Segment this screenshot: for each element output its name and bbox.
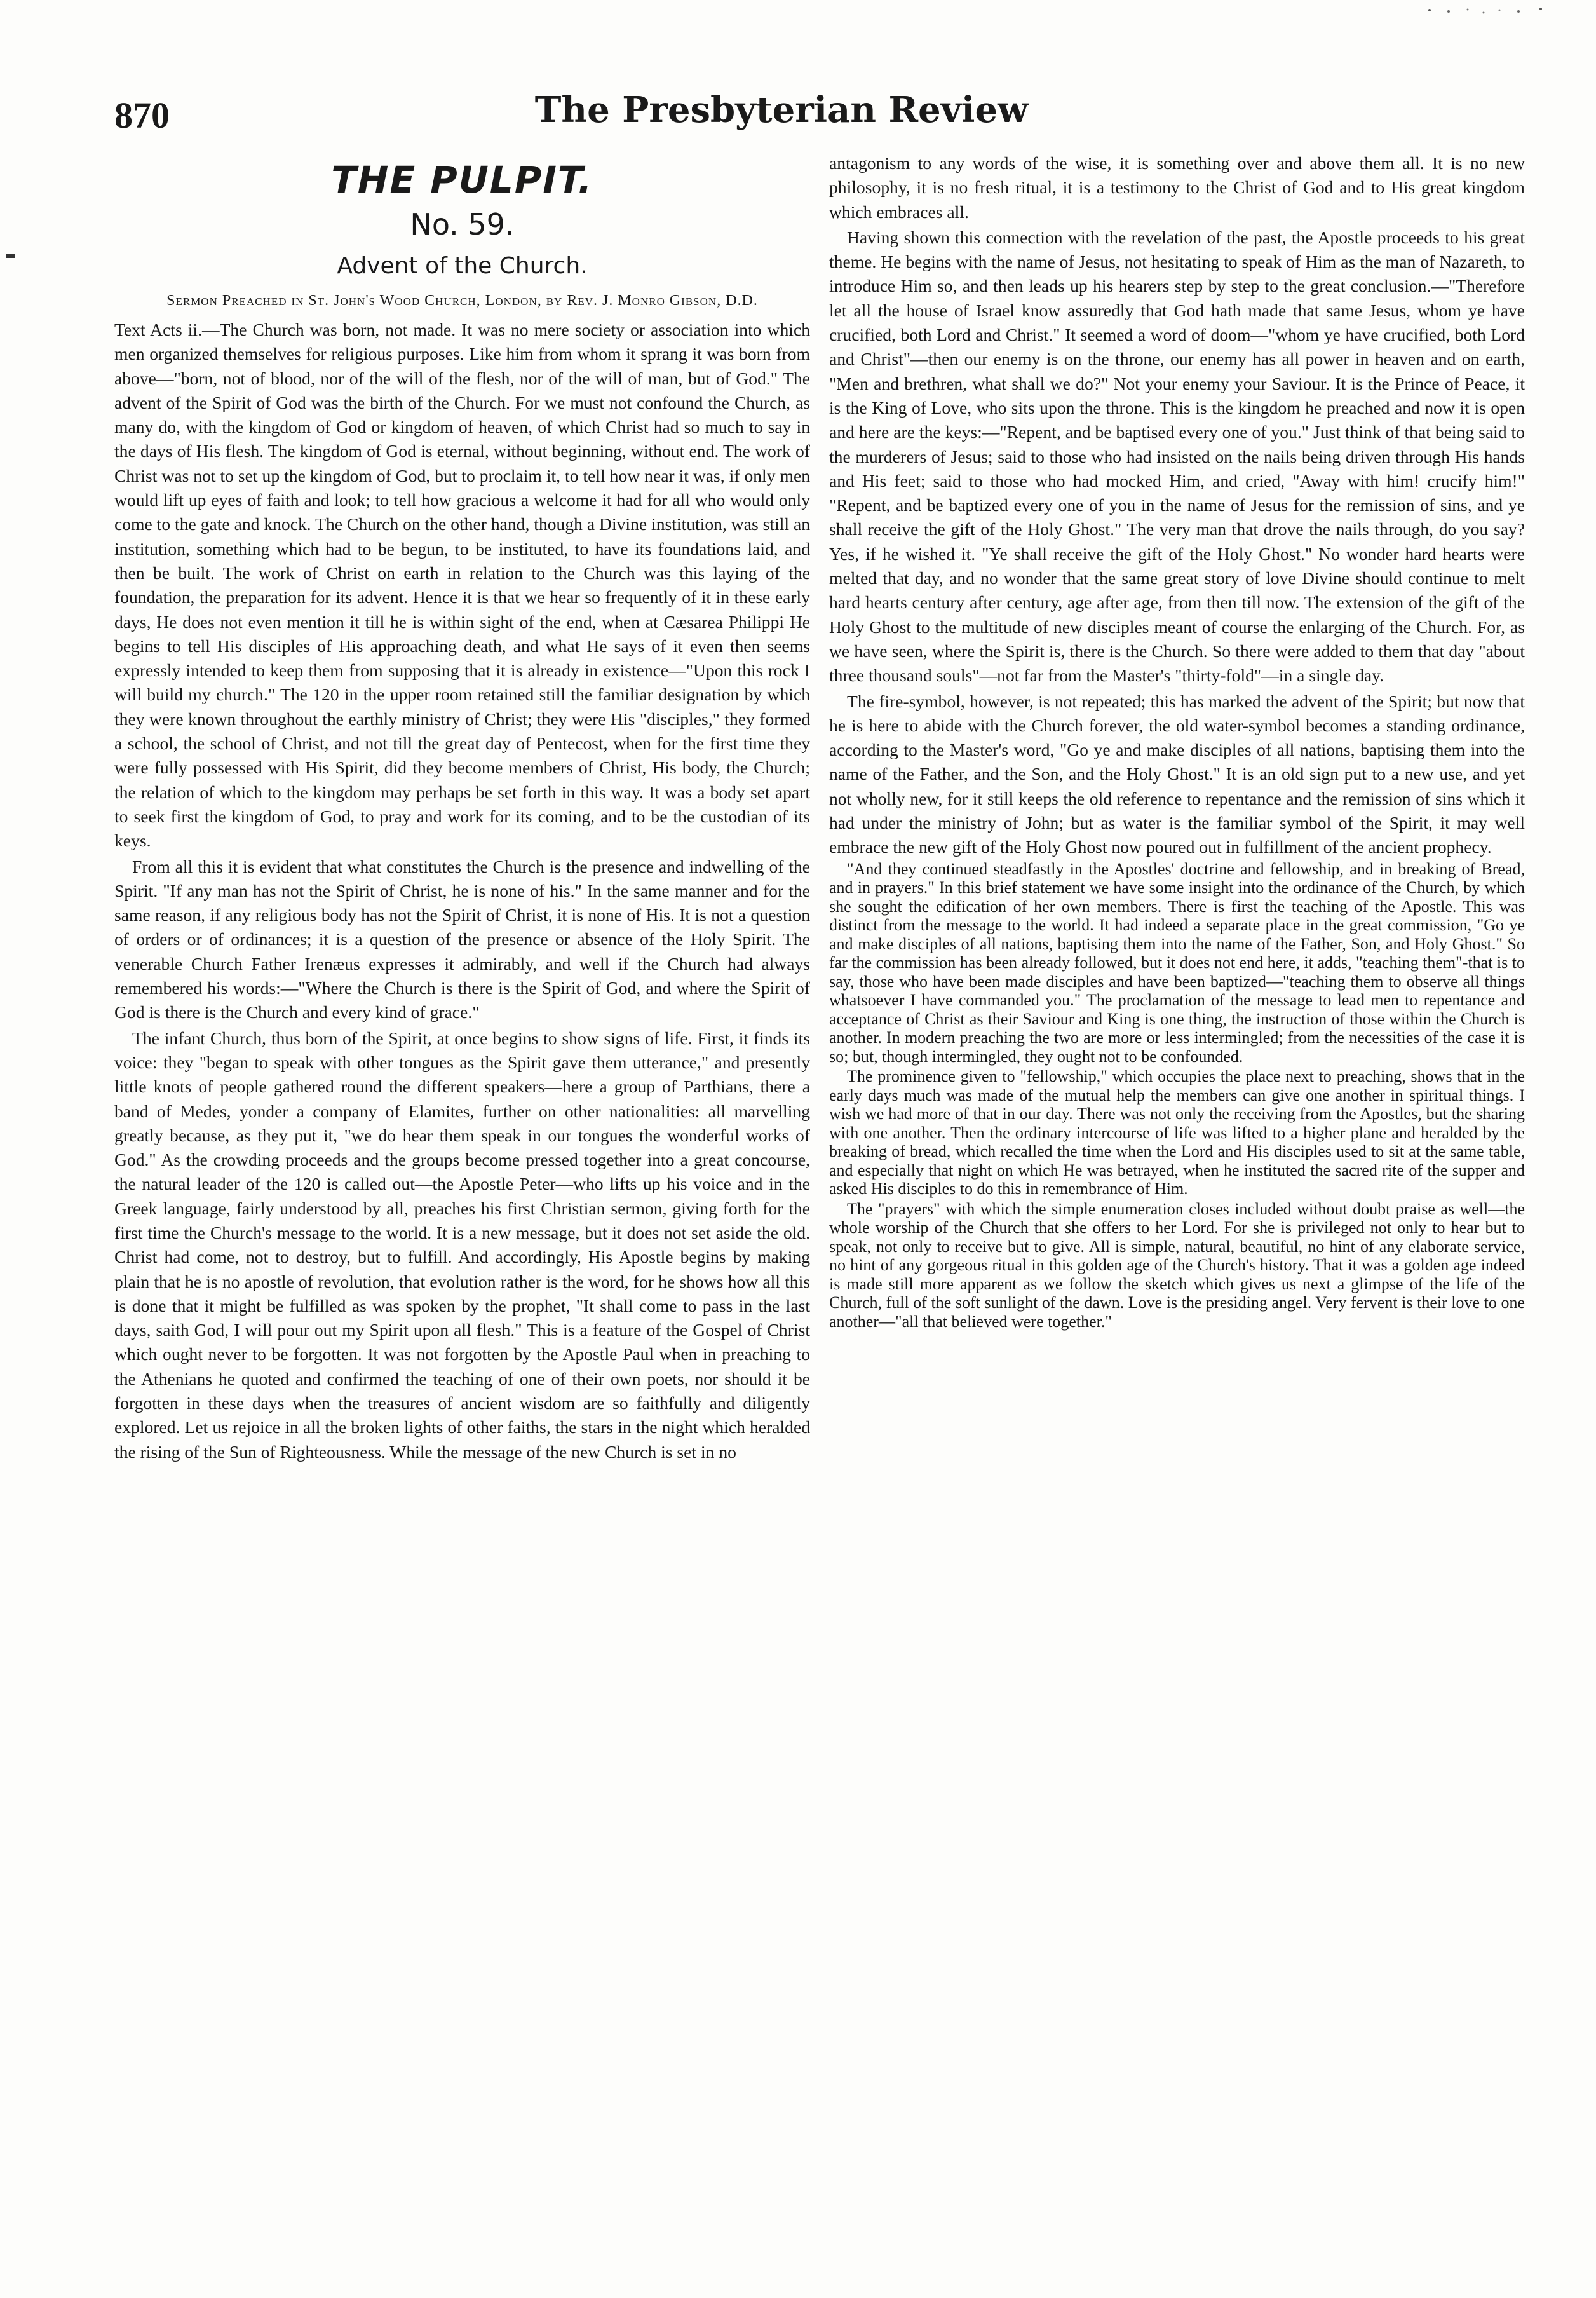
paragraph: The infant Church, thus born of the Spirit, at once begins to show signs of life. First, it finds its voice: they "began to speak with other tongues as the Spirit gave them utterance," and presently little knots of people gathered round the different speakers—here a group of Parthians, there a band of Medes, yonder a company of Elamites, further on other nationalities: all marvelling greatly because, as they put it, "we do hear them speak in our tongues the wonderful works of God." As the crowding proceeds and the groups become pressed together into a great concourse, the natural leader of the 120 is called out—the Apostle Peter—who lifts up his voice and in the Greek language, fairly understood by all, preaches his first Christian sermon, giving forth for the first time the Church's message to the world. It is a new message, but it does not set aside the old. Christ had come, not to destroy, but to fulfill. And accordingly, His Apostle begins by making plain that he is no apostle of revolution, that evolution rather is the word, for he shows how all this is done that it might be fulfilled as was spoken by the prophet, "It shall come to pass in the last days, saith God, I will pour out my Spirit upon all flesh." This is a feature of the Gospel of Christ which ought never to be forgotten. It was not forgotten by the Apostle Paul when in preaching to the Athenians he quoted and confirmed the teaching of one of their own poets, nor should it be forgotten in these days when the treasures of ancient wisdom are so faithfully and diligently explored. Let us rejoice in all the broken lights of other faiths, the stars in the night which heralded the rising of the Sun of Righteousness. While the message of the new Church is set in no [114,1028,810,1462]
paragraph: antagonism to any words of the wise, it is something over and above them all. It is no new philosophy, it is no fresh ritual, it is a testimony to the Christ of God and to His great kingdom which embraces all. [829,153,1525,222]
byline: Sermon Preached in St. John's Wood Church, London, by Rev. J. Monro Gibson, D.D. [166,292,758,309]
journal-title: The Presbyterian Review [534,89,1029,131]
margin-mark [6,254,15,258]
paragraph: Having shown this connection with the revelation of the past, the Apostle proceeds to his great theme. He begins with the name of Jesus, not hesitating to speak of Him as the man of Nazareth, to introduce Him so, and then leads up his hearers step by step to the great conclusion.—"Therefore let all the house of Israel know assuredly that God hath made that same Jesus, whom ye have crucified, both Lord and Christ." It seemed a word of doom—"whom ye have crucified, both Lord and Christ"—then our enemy is on the throne, our enemy has all power in heaven and on earth, "Men and brethren, what shall we do?" Not your enemy your Saviour. It is the Prince of Peace, it is the King of Love, who sits upon the throne. This is the kingdom he preached and now it is open and here are the keys:—"Repent, and be baptised every one of you." Just think of that being said to the murderers of Jesus; said to those who had insisted on the nails being driven through His hands and His feet; said to those who had mocked Him, and cried, "Away with him! crucify him!" "Repent, and be baptized every one of you in the name of Jesus for the remission of sins, and ye shall receive the gift of the Holy Ghost." The very man that drove the nails through, do you say? Yes, if he wished it. "Ye shall receive the gift of the Holy Ghost." No wonder hard hearts were melted that day, and no wonder that the same great story of love Divine should continue to melt hard hearts century after century, age after age, from then till now. The extension of the gift of the Holy Ghost to the multitude of new disciples meant of course the enlarging of the Church. For, as we have seen, where the Spirit is, there is the Church. So there were added to them that day "about three thousand souls"—not far from the Master's "thirty-fold"—in a single day. [829,227,1525,686]
small-print-section [829,860,1525,1331]
scan-edge-marks [1423,5,1563,18]
paragraph: The prominence given to "fellowship," which occupies the place next to preaching, shows that in the early days much was made of the mutual help the members can give one another in spiritual things. I wish we had more of that in our day. There was not only the receiving from the Apostles, but the sharing with one another. Then the ordinary intercourse of life was lifted to a higher plane and heralded by the breaking of bread, which recalled the time when the Lord and His disciples used to sit at the same table, and especially that night on which He was betrayed, when he instituted the sacred rite of the supper and asked His disciples to do this in remembrance of Him. [829,1067,1525,1199]
section-title: THE PULPIT. [331,158,593,201]
right-column [829,151,1525,2267]
paragraph: The "prayers" with which the simple enumeration closes included without doubt praise as well—the whole worship of the Church that she offers to her Lord. For she is privileged not only to hear but to speak, not only to receive but to give. All is simple, natural, beautiful, no hint of any elaborate service, no hint of any gorgeous ritual in this golden age of the Church's history. That it was a golden age indeed is made still more apparent as we follow the sketch which gives us next a glimpse of the life of the Church, full of the soft sunlight of the dawn. Love is the presiding angel. Very fervent is their love to one another—"all that believed were together." [829,1199,1525,1331]
paragraph: "And they continued steadfastly in the Apostles' doctrine and fellowship, and in breaking of Bread, and in prayers." In this brief statement we have some insight into the ordinance of the Church, by which she sought the edification of her own members. There is first the teaching of the Apostle. This was distinct from the message to the world. It had indeed a separate place in the great commission, "Go ye and make disciples of all nations, baptising them into the name of the Father, Son, and Holy Ghost." So far the commission has been already followed, but it does not end here, it adds, "teaching them"-that is to say, those who have been made disciples and have been baptized—"teaching them to observe all things whatsoever I have commanded you." The proclamation of the message to lead men to repentance and acceptance of Christ as their Saviour and King is one thing, the instruction of those within the Church is another. In modern preaching the two are more or less intermingled; from the necessities of the case it is so; but, though intermingled, they ought not to be confounded. [829,859,1525,1066]
paragraph: The fire-symbol, however, is not repeated; this has marked the advent of the Spirit; but now that he is here to abide with the Church forever, the old water-symbol becomes a standing ordinance, according to the Master's word, "Go ye and make disciples of all nations, baptising them into the name of the Father, and the Son, and the Holy Ghost." It is an old sign put to a new use, and yet not wholly new, for it still keeps the old reference to repentance and the remission of sins which it had under the ministry of John; but as water is the familiar symbol of the Spirit, it may well embrace the new gift of the Holy Ghost now poured out in fulfillment of the ancient prophecy. [829,691,1525,857]
page-header [114,89,1449,146]
left-column [114,158,810,2274]
sermon-title: Advent of the Church. [337,253,588,279]
paragraph: Text Acts ii.—The Church was born, not made. It was no mere society or association into which men organized themselves for religious purposes. Like him from whom it sprang it was born from above—"born, not of blood, nor of the will of the flesh, nor of the will of man, but of God." The advent of the Spirit of God was the birth of the Church. For we must not confound the Church, as many do, with the kingdom of God or kingdom of heaven, of which Christ had so much to say in the days of His flesh. The kingdom of God is eternal, without beginning, without end. The work of Christ was not to set up the kingdom of God, but to proclaim it, to tell how near it was, if only men would lift up eyes of faith and look; to tell how gracious a welcome it had for all who would only come to the gate and knock. The Church on the other hand, though a Divine institution, was still an institution, something which had to be begun, to be instituted, to have its foundations laid, and then be built. The work of Christ on earth in relation to the Church was this laying of the foundation, the preparation for its advent. Hence it is that we hear so frequently of it in these early days, He does not even mention it till he is within sight of the end, when at Cæsarea Philippi He begins to tell His disciples of His approaching death, and what He says of it even then seems expressly intended to keep them from supposing that it is already in existence—"Upon this rock I will build my church." The 120 in the upper room retained still the familiar designation by which they were known throughout the earthly ministry of Christ; they were His "disciples," they formed a school, the school of Christ, and not till the great day of Pentecost, when for the first time they were fully possessed with His Spirit, did they become members of Christ, His body, the Church; the relation of which to the kingdom may perhaps be set forth in this way. It was a body set apart to seek first the kingdom of God, to pray and work for its coming, and to be the custodian of its keys. [114,320,810,851]
page-number: 870 [114,95,170,136]
sermon-number: No. 59. [410,207,515,241]
paragraph: From all this it is evident that what constitutes the Church is the presence and indwelling of the Spirit. "If any man has not the Spirit of Christ, he is none of his." In the same manner and for the same reason, if any religious body has not the Spirit of Christ, it is none of His. It is not a question of orders or of ordinances; it is a question of the presence or absence of the Holy Spirit. The venerable Church Father Irenæus expresses it admirably, and well if the Church had always remembered his words:—"Where the Church is there is the Spirit of God, and where the Spirit of God is there is the Church and every kind of grace." [114,856,810,1023]
